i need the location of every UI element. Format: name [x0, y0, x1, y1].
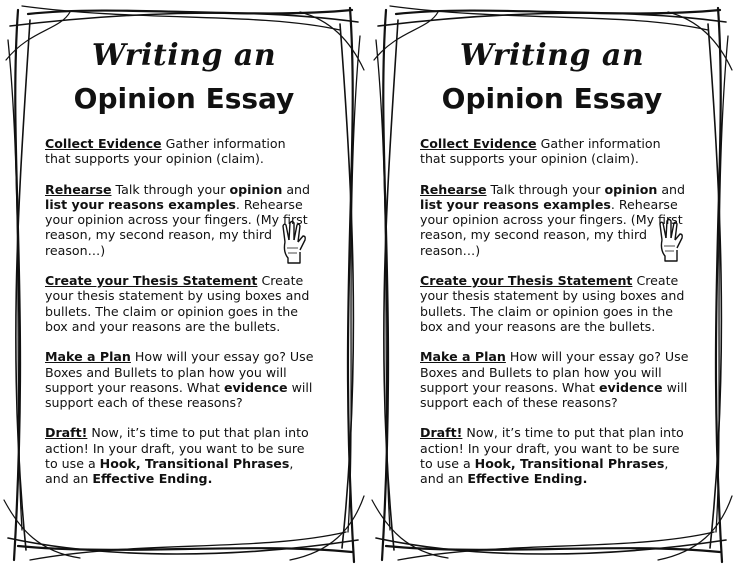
text-thesis: Create your thesis statement by using boxes and bullets. The claim or opinion goes in the box and your reasons are the bullets. [45, 273, 310, 334]
bold-ending: Effective Ending. [467, 471, 588, 487]
bold-opinion: opinion [229, 181, 283, 197]
text-rehearse-3: . Rehearse your opinion across your fingers. (My first reason, my second reason, my third reason…) [45, 196, 308, 258]
text-plan-1: How will your essay go? Use Boxes and Bullets to plan how you will support your reasons. What [45, 349, 314, 395]
text-rehearse-1: Talk through your [486, 181, 605, 197]
text-draft-2: , and an [45, 456, 294, 487]
bold-opinion: opinion [604, 181, 658, 197]
section-plan [45, 349, 315, 410]
bold-evidence: evidence [223, 379, 288, 395]
heading-thesis: Create your Thesis Statement [45, 273, 258, 289]
bold-hook: Hook, Transitional Phrases [474, 456, 665, 472]
hand-three-fingers-icon [278, 220, 308, 264]
heading-thesis: Create your Thesis Statement [420, 273, 633, 289]
heading-rehearse: Rehearse [45, 181, 112, 197]
title-line-1: Writing an [91, 38, 277, 73]
bold-hook: Hook, Transitional Phrases [99, 456, 290, 472]
section-collect-evidence [45, 136, 315, 167]
text-plan-2: will support each of these reasons? [45, 379, 313, 411]
heading-collect-evidence: Collect Evidence [420, 136, 537, 151]
section-draft [420, 425, 690, 486]
section-collect-evidence [420, 136, 690, 167]
text-draft-2: , and an [420, 456, 669, 487]
bold-reasons: list your reasons examples [45, 196, 236, 212]
section-rehearse [420, 182, 690, 258]
text-rehearse-2: and [282, 181, 311, 197]
section-thesis [45, 273, 315, 334]
title-line-1: Writing an [459, 38, 645, 73]
bold-ending: Effective Ending. [92, 471, 213, 487]
page-title: Opinion Essay [73, 82, 295, 115]
heading-draft: Draft! [420, 425, 463, 441]
text-rehearse-2: and [657, 181, 686, 197]
instructions [420, 136, 690, 502]
text-collect-evidence: Gather information that supports your opinion (claim). [420, 136, 661, 167]
heading-rehearse: Rehearse [420, 181, 487, 197]
text-thesis: Create your thesis statement by using boxes and bullets. The claim or opinion goes in the box and your reasons are the bullets. [420, 273, 685, 334]
section-plan [420, 349, 690, 410]
instructions [45, 136, 315, 502]
section-rehearse [45, 182, 315, 258]
text-rehearse-3: . Rehearse your opinion across your fingers. (My first reason, my second reason, my third reason…) [420, 196, 683, 258]
section-draft [45, 425, 315, 486]
heading-plan: Make a Plan [45, 349, 131, 365]
section-thesis [420, 273, 690, 334]
page-title: Opinion Essay [441, 82, 663, 115]
heading-collect-evidence: Collect Evidence [45, 136, 162, 151]
heading-plan: Make a Plan [420, 349, 506, 365]
text-rehearse-1: Talk through your [111, 181, 230, 197]
bold-reasons: list your reasons examples [420, 196, 611, 212]
bold-evidence: evidence [598, 379, 663, 395]
text-draft-1: Now, it’s time to put that plan into action! In your draft, you want to be sure to use a [420, 425, 684, 472]
hand-three-fingers-icon [655, 218, 685, 262]
text-collect-evidence: Gather information that supports your opinion (claim). [45, 136, 286, 167]
card-right [368, 0, 736, 568]
text-draft-1: Now, it’s time to put that plan into action! In your draft, you want to be sure to use a [45, 425, 309, 472]
text-plan-1: How will your essay go? Use Boxes and Bullets to plan how you will support your reasons. What [420, 349, 689, 395]
heading-draft: Draft! [45, 425, 88, 441]
text-plan-2: will support each of these reasons? [420, 379, 688, 411]
